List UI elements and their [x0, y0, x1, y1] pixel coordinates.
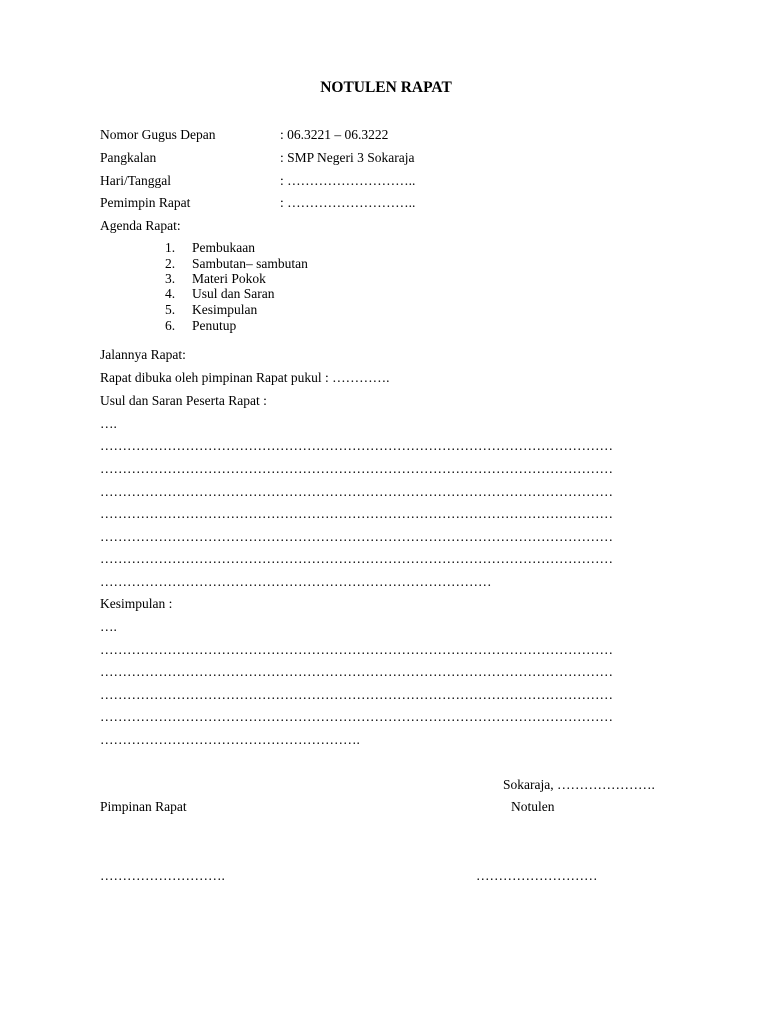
- info-value-pangkalan: : SMP Negeri 3 Sokaraja: [280, 150, 415, 165]
- agenda-item-text: Sambutan– sambutan: [192, 256, 308, 271]
- agenda-item-text: Penutup: [192, 318, 237, 333]
- kesimpulan-dotted-line: ……………………………………………………………………………………………………: [100, 688, 613, 702]
- signature-left-name-line: ……………………….: [100, 868, 225, 883]
- agenda-item-text: Pembukaan: [192, 240, 255, 255]
- usul-dotted-line: ……………………………………………………………………………………………………: [100, 530, 613, 544]
- usul-dotted-line: ……………………………………………………………………………………………………: [100, 462, 613, 476]
- usul-dotted-line: ……………………………………………………………………………………………………: [100, 552, 613, 566]
- rapat-dibuka-text: Rapat dibuka oleh pimpinan Rapat pukul : ………….: [100, 370, 390, 385]
- usul-dotted-line: ….: [100, 417, 117, 431]
- agenda-item-text: Kesimpulan: [192, 302, 258, 317]
- kesimpulan-dotted-line: ……………………………………………………………………………………………………: [100, 643, 613, 657]
- document-title: NOTULEN RAPAT: [320, 79, 452, 96]
- kesimpulan-dotted-line: ……………………………………………………………………………………………………: [100, 665, 613, 679]
- kesimpulan-dotted-line: ………………………………………………….: [100, 733, 360, 747]
- agenda-item-text: Usul dan Saran: [192, 286, 275, 301]
- usul-dotted-line: ……………………………………………………………………………………………………: [100, 485, 613, 499]
- agenda-item-number: 2.: [165, 256, 176, 271]
- agenda-item-number: 3.: [165, 271, 176, 286]
- info-value-pemimpin-rapat: : ………………………..: [280, 195, 416, 210]
- usul-dotted-line: ……………………………………………………………………………………………………: [100, 439, 613, 453]
- signature-place-date: Sokaraja, ………………….: [503, 777, 655, 792]
- info-label-hari-tanggal: Hari/Tanggal: [100, 173, 172, 188]
- agenda-item-number: 4.: [165, 286, 176, 301]
- signature-left-role: Pimpinan Rapat: [100, 799, 187, 814]
- agenda-item-number: 5.: [165, 302, 176, 317]
- agenda-item-number: 6.: [165, 318, 176, 333]
- usul-dotted-line: ……………………………………………………………………………: [100, 575, 492, 589]
- usul-dotted-line: ……………………………………………………………………………………………………: [100, 507, 613, 521]
- info-label-pangkalan: Pangkalan: [100, 150, 157, 165]
- info-label-pemimpin-rapat: Pemimpin Rapat: [100, 195, 191, 210]
- agenda-item-number: 1.: [165, 240, 176, 255]
- agenda-heading: Agenda Rapat:: [100, 218, 181, 233]
- usul-saran-heading: Usul dan Saran Peserta Rapat :: [100, 393, 267, 408]
- agenda-item-text: Materi Pokok: [192, 271, 266, 286]
- jalannya-rapat-heading: Jalannya Rapat:: [100, 347, 186, 362]
- signature-right-role: Notulen: [511, 799, 555, 814]
- signature-right-name-line: ………………………: [476, 868, 598, 883]
- info-value-gugus-depan: : 06.3221 – 06.3222: [280, 127, 389, 142]
- kesimpulan-dotted-line: ….: [100, 620, 117, 634]
- info-value-hari-tanggal: : ………………………..: [280, 173, 416, 188]
- info-label-gugus-depan: Nomor Gugus Depan: [100, 127, 216, 142]
- kesimpulan-heading: Kesimpulan :: [100, 596, 173, 611]
- kesimpulan-dotted-line: ……………………………………………………………………………………………………: [100, 710, 613, 724]
